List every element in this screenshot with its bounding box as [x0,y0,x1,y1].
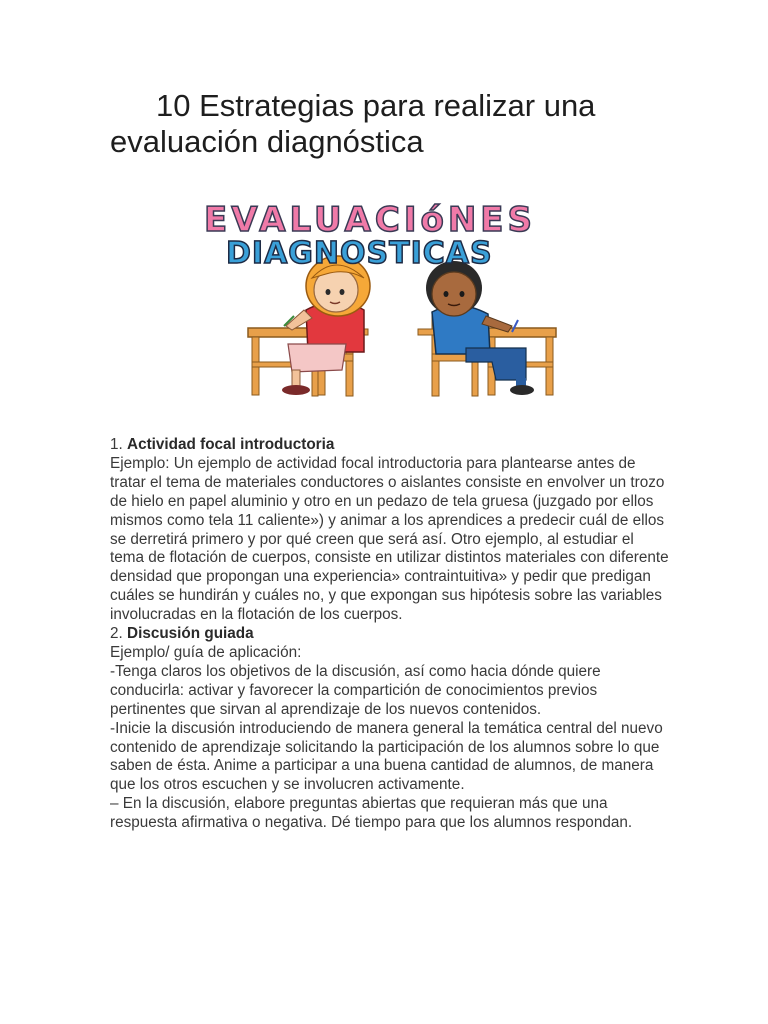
diagnostic-evaluation-illustration [196,194,682,404]
section-number: 2. [110,625,123,643]
document-title [110,88,670,160]
section-heading-text: Discusión guiada [127,625,254,643]
banner-title: EVALUACIóNES [204,200,537,240]
document-title-text: 10 Estrategias para realizar una evaluación diagnóstica [110,88,596,159]
strategy-section-2 [110,625,670,833]
girl-student [282,256,370,395]
section-paragraph: Ejemplo: Un ejemplo de actividad focal introductoria para plantearse antes de tratar el tema de materiales conductores o aislantes consiste en envolver un trozo de hielo en papel aluminio y otro en un pedazo de tela gruesa (juzgado por ellos mismos como tela 11 caliente») y animar a los aprendices a predecir cuál de ellos se derretirá primero y por qué creen que será así. Otro ejemplo, al estudiar el tema de flotación de cuerpos, consiste en utilizar distintos materiales con diferente densidad que propongan una experiencia» contraintuitiva» y pedir que predigan cuáles se hundirán y cuáles no, y que expongan sus hipótesis sobre las variables involucradas en la flotación de los cuerpos. [110,454,669,624]
section-paragraph: Ejemplo/ guía de aplicación: [110,643,302,661]
banner-subtitle: DIAGNOSTICAS [226,236,493,271]
section-paragraph: -Inicie la discusión introduciendo de manera general la temática central del nuevo contenido de aprendizaje solicitando la participación de los alumnos sobre lo que saben de ésta. Anime a participar a una buena cantidad de alumnos, de manera que los otros escuchen y se involucren activamente. [110,719,663,794]
section-heading [110,625,670,644]
document-body [110,436,670,833]
section-paragraph: -Tenga claros los objetivos de la discusión, así como hacia dónde quiere conducirla: activar y favorecer la compartición de conocimientos previos pertinentes que sirvan al aprendizaje de los nuevos contenidos. [110,662,601,718]
section-paragraph: – En la discusión, elabore preguntas abiertas que requieran más que una respuesta afirmativa o negativa. Dé tiempo para que los alumnos respondan. [110,795,633,832]
section-heading-text: Actividad focal introductoria [127,436,335,453]
section-number: 1. [110,436,123,453]
section-heading [110,436,670,455]
strategy-section-1 [110,436,670,625]
